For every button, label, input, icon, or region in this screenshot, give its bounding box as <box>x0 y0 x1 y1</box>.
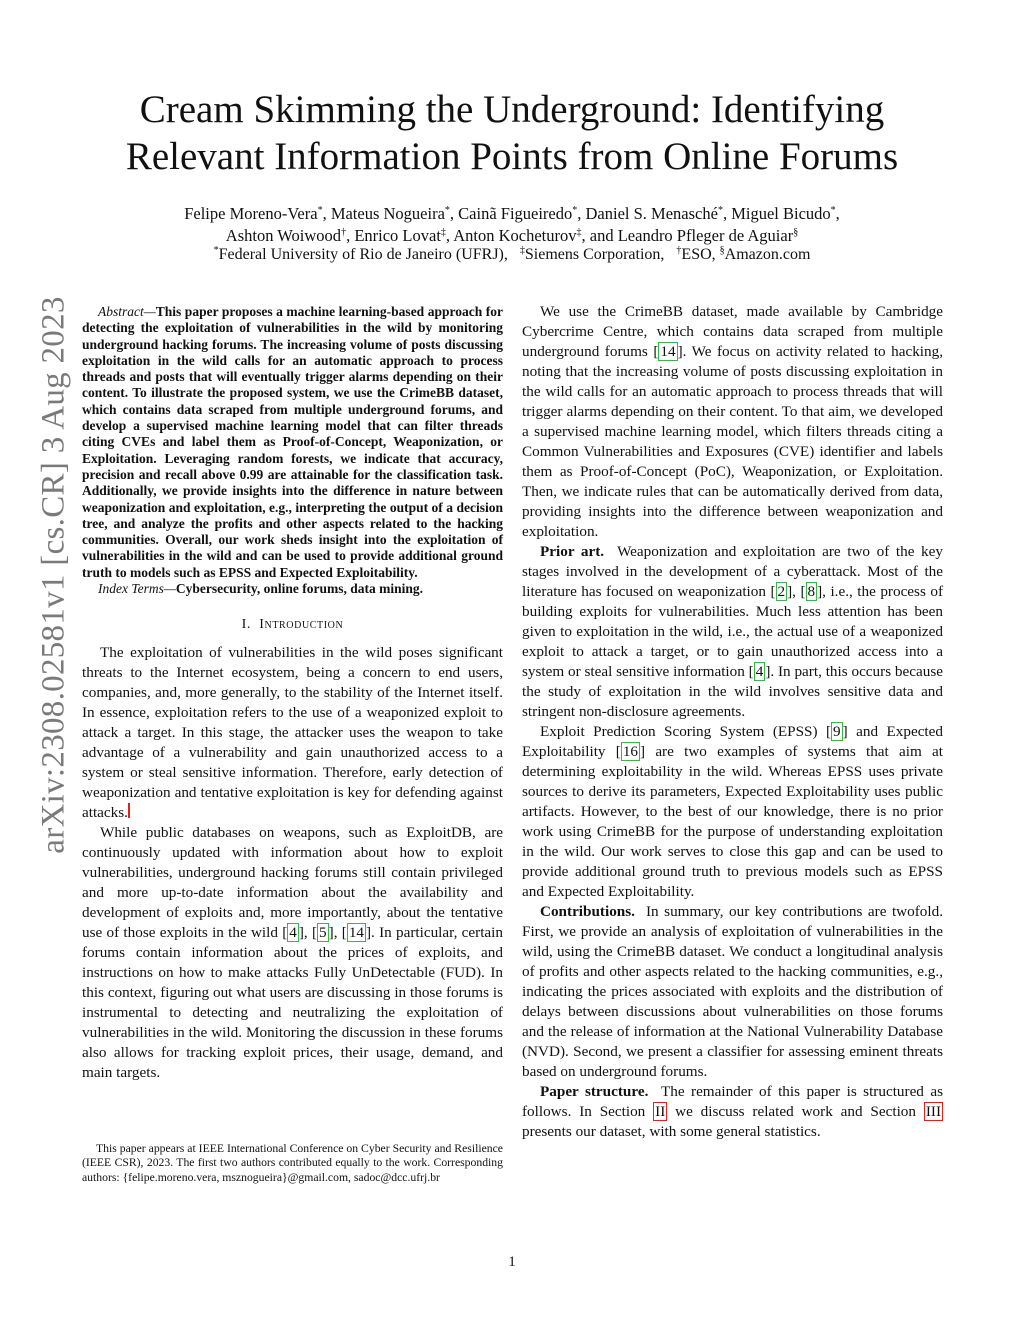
paper-structure-heading: Paper structure. <box>540 1083 649 1100</box>
paper-structure-paragraph: Paper structure. The remainder of this paper is structured as follows. In Section II we discuss related work and Section III presents our dataset, with some general statistics. <box>522 1083 943 1140</box>
index-terms-label: Index Terms— <box>98 581 176 597</box>
citation-link[interactable]: 9 <box>833 723 841 740</box>
author-line-1: Felipe Moreno-Vera*, Mateus Nogueira*, Cainã Figueiredo*, Daniel S. Menasché*, Miguel Bicudo*, <box>184 204 840 223</box>
abstract-label: Abstract— <box>98 304 156 319</box>
abstract <box>82 304 503 581</box>
section-heading-introduction: I. Introduction <box>241 617 344 633</box>
index-terms <box>82 581 503 597</box>
contributions-paragraph: Contributions. In summary, our key contributions are twofold. First, we provide an analysis of exploitation of vulnerabilities in the wild, using the CrimeBB dataset. We conduct a longitudinal analysis of profits and other aspects related to the hacking communities, e.g., indicating the prices associated with exploits and the distribution of delays between discussions about vulnerabilities on those forums and the release of information at the National Vulnerability Database (NVD). Second, we present a classifier for assessing eminent threats based on underground forums. <box>522 903 944 1080</box>
abstract-text: This paper proposes a machine learning-based approach for detecting the exploitation of vulnerabilities in the wild by monitoring underground hacking forums. The increasing volume of posts discussing exploitation in the wild calls for an automatic approach to process threads and posts that will eventually trigger alarms depending on their content. To illustrate the proposed system, we use the CrimeBB dataset, which contains data scraped from multiple underground forums, and develop a supervised machine learning model that can filter threads citing CVEs and label them as Proof-of-Concept, Weaponization, or Exploitation. Leveraging random forests, we indicate that accuracy, precision and recall above 0.99 are attainable for the classification task. Additionally, we provide insights into the difference in nature between weaponization and exploitation, e.g., interpreting the output of a decision tree, and analyze the profits and other aspects related to the hacking communities. Overall, our work sheds insight into the exploitation of vulnerabilities in the wild and can be used to provide additional ground truth to models such as EPSS and Expected Exploitability. <box>82 304 503 580</box>
intro-paragraph-2: While public databases on weapons, such as ExploitDB, are continuously updated with information about how to exploit vulnerabilities, underground hacking forums still contain privileged and more up-to-date information about the availability and development of exploits and, more importantly, about the tentative use of those exploits in the wild [ 4 ], [ 5 ], [ 14 ]. In particular, certain forums contain information about the prices of exploits, and instructions on how to make attacks Fully UnDetectable (FUD). In this context, figuring out what users are discussing in those forums is instrumental to detecting and neutralizing the exploitation of vulnerabilities in the wild. Monitoring the discussion in these forums also allows for tracking exploit prices, their usage, demand, and main targets. <box>82 824 503 1082</box>
arxiv-identifier: arXiv:2308.02581v1 [cs.CR] 3 Aug 2023 <box>35 296 72 854</box>
footnote: This paper appears at IEEE International Conference on Cyber Security and Resilience (IEEE CSR), 2023. The first two authors contributed equally to the work. Corresponding authors: {felipe.moreno.vera, msznogueira}@gmail.com, sadoc@dcc.ufrj.br <box>82 1142 503 1184</box>
author-line-2: Ashton Woiwood†, Enrico Lovat‡, Anton Kocheturov‡, and Leandro Pfleger de Aguiar§ <box>225 226 799 245</box>
intro-paragraph-1: The exploitation of vulnerabilities in the wild poses significant threats to the Internet ecosystem, being a concern to end users, companies, and, more generally, to the stability of the Internet itself. In essence, exploitation refers to the use of a weaponized exploit to attack a target. In this stage, the attacker uses the weapon to take advantage of a vulnerability and gain unauthorized access to a system or steal sensitive information. Therefore, early detection of weaponization and tentative exploitation is key for defending against attacks. <box>82 644 503 822</box>
citation-link[interactable]: 4 <box>289 924 297 942</box>
citation-link[interactable]: 14 <box>348 924 364 942</box>
prior-art-paragraph: Prior art. Weaponization and exploitation are two of the key stages involved in the development of a cyberattack. Most of the literature has focused on weaponization [ 2 ], [ 8 ], i.e., the process of building exploits for vulnerabilities. Much less attention has been given to exploitation in the wild, i.e., the actual use of a weaponized exploit to attack a target, or to gain unauthorized access into a system or steal sensitive information [ 4 ]. In part, this occurs because the study of exploitation in the wild involves sensitive data and stringent non-disclosure agreements. <box>522 543 943 720</box>
prior-art-heading: Prior art. <box>540 543 605 560</box>
citation-link[interactable]: 16 <box>622 743 639 760</box>
title-line-2: Relevant Information Points from Online Forums <box>125 135 899 178</box>
paper-title <box>90 86 934 180</box>
section-link[interactable]: II <box>655 1103 666 1120</box>
citation-link[interactable]: 8 <box>807 583 816 600</box>
epss-paragraph: Exploit Prediction Scoring System (EPSS) [ 9 ] and Expected Exploitability [ 16 ] are two examples of systems that aim at determining exploitability in the wild. Whereas EPSS uses private sources to derive its parameters, Expected Exploitability uses public artifacts. However, to the best of our knowledge, there is no prior work using CrimeBB for the purpose of understanding exploitation in the wild. Our work serves to close this gap and can be used to provide additional ground truth to previous models such as EPSS and Expected Exploitability. <box>522 723 943 900</box>
contributions-heading: Contributions. <box>540 903 635 920</box>
citation-link[interactable]: 5 <box>319 924 327 942</box>
citation-link[interactable]: 2 <box>777 583 786 600</box>
section-link[interactable]: III <box>925 1103 942 1120</box>
title-line-1: Cream Skimming the Underground: Identifying <box>139 88 885 131</box>
left-column <box>82 304 503 1083</box>
index-terms-text: Cybersecurity, online forums, data mining. <box>175 581 424 597</box>
annotation-marker <box>128 803 130 818</box>
citation-link[interactable]: 14 <box>660 343 676 360</box>
citation-link[interactable]: 4 <box>755 663 764 680</box>
page-number: 1 <box>508 1254 516 1270</box>
author-list <box>90 203 934 247</box>
affiliations: *Federal University of Rio de Janeiro (UFRJ), ‡Siemens Corporation, †ESO, §Amazon.com <box>213 245 811 263</box>
right-column <box>522 302 943 1142</box>
right-paragraph-1: We use the CrimeBB dataset, made available by Cambridge Cybercrime Centre, which contains data scraped from multiple underground forums [ 14 ]. We focus on activity related to hacking, noting that the increasing volume of posts discussing exploitation in the wild calls for an automatic approach to process threads that will trigger alarms depending on their content. To that aim, we developed a supervised machine learning model, which filters threads citing a Common Vulnerabilities and Exposures (CVE) identifier and labels them as Proof-of-Concept (PoC), Weaponization, or Exploitation. Then, we indicate rules that can be automatically derived from data, providing insights into the difference between weaponization and exploitation. <box>522 303 943 540</box>
